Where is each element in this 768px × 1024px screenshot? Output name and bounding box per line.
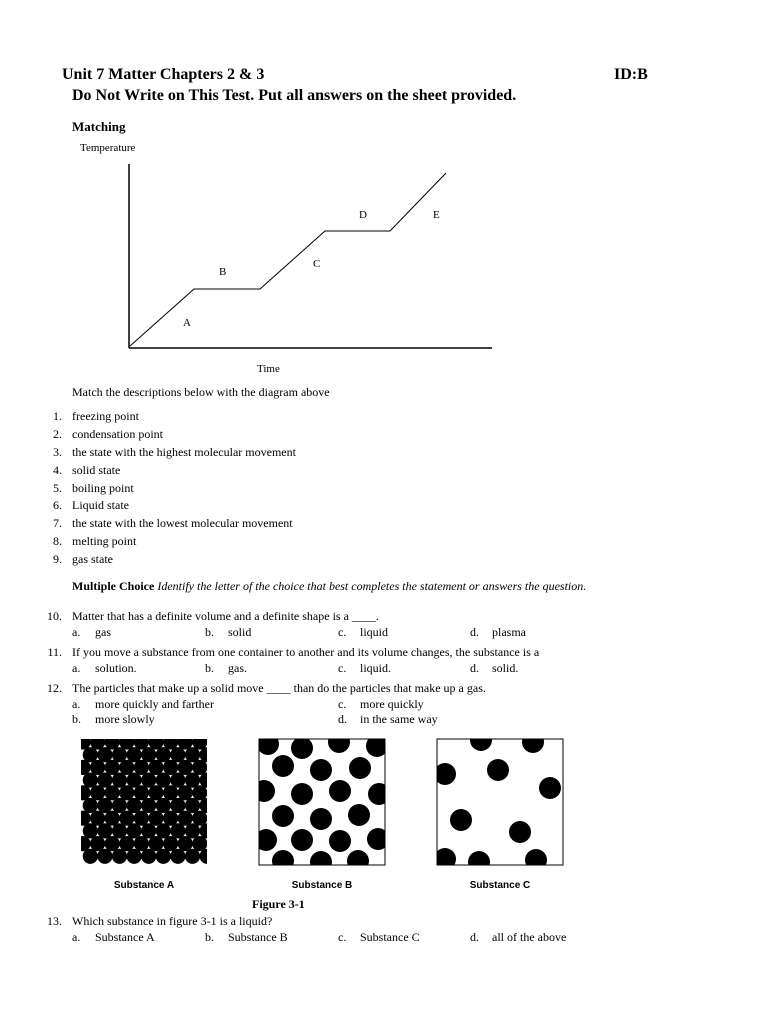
option-text: Substance B <box>228 930 288 944</box>
particle <box>329 830 351 852</box>
particle <box>207 785 222 800</box>
particle <box>272 755 294 777</box>
option-text: liquid <box>360 625 389 639</box>
segment-label-c: C <box>313 258 321 270</box>
question-number: 12. <box>47 681 62 695</box>
particle <box>127 747 142 762</box>
figure-caption: Figure 3-1 <box>252 897 305 911</box>
option-letter: d. <box>470 625 479 639</box>
particle <box>83 798 98 813</box>
option-text: liquid. <box>360 661 392 675</box>
question-number: 11. <box>47 645 62 659</box>
particle <box>112 747 127 762</box>
particle <box>83 823 98 838</box>
test-instruction: Do Not Write on This Test. Put all answers on the sheet provided. <box>72 87 517 104</box>
particle <box>141 773 156 788</box>
particle <box>178 734 193 749</box>
matching-heading: Matching <box>72 119 126 134</box>
particle <box>185 773 200 788</box>
particle <box>148 811 163 826</box>
segment-label-a: A <box>183 317 191 329</box>
particle <box>200 798 215 813</box>
particle <box>207 734 222 749</box>
particle <box>163 785 178 800</box>
particle <box>105 760 120 775</box>
particle <box>112 798 127 813</box>
particle <box>348 804 370 826</box>
particle <box>75 785 90 800</box>
option-letter: b. <box>205 625 214 639</box>
option-text: solid. <box>492 661 519 675</box>
particle <box>434 763 456 785</box>
particle <box>119 836 134 851</box>
heating-curve-line <box>130 173 446 346</box>
substance-a-box <box>75 734 229 865</box>
question-text: Which substance in figure 3-1 is a liquid? <box>72 914 273 928</box>
item-number: 2. <box>53 427 62 441</box>
particle <box>97 747 112 762</box>
item-number: 3. <box>53 445 62 459</box>
question-number: 10. <box>47 609 62 623</box>
option-letter: d. <box>470 930 479 944</box>
particle <box>163 811 178 826</box>
particle <box>97 823 112 838</box>
particle <box>367 828 389 850</box>
particle <box>525 849 547 871</box>
particle <box>178 836 193 851</box>
option-letter: c. <box>338 661 347 675</box>
particle <box>97 798 112 813</box>
substance-b-box <box>253 731 390 873</box>
particle <box>141 823 156 838</box>
particle <box>75 760 90 775</box>
particle <box>200 849 215 864</box>
multiple-choice-instruction: Identify the letter of the choice that best completes the statement or answers the question. <box>157 579 587 593</box>
particle <box>141 798 156 813</box>
particle <box>192 836 207 851</box>
particle <box>349 757 371 779</box>
particle <box>214 798 229 813</box>
particle <box>170 773 185 788</box>
particle <box>134 811 149 826</box>
particle <box>105 836 120 851</box>
particle <box>214 823 229 838</box>
matching-item: the state with the lowest molecular movement <box>72 516 293 530</box>
item-number: 1. <box>53 409 62 423</box>
particle <box>112 773 127 788</box>
option-text: in the same way <box>360 712 438 726</box>
particle <box>434 848 456 870</box>
option-letter: d. <box>338 712 347 726</box>
particle <box>328 731 350 753</box>
particle <box>310 759 332 781</box>
particle <box>192 760 207 775</box>
particle <box>163 734 178 749</box>
particle <box>112 823 127 838</box>
particle <box>75 811 90 826</box>
particle <box>470 730 492 751</box>
multiple-choice-heading: Multiple Choice <box>72 579 155 593</box>
particle <box>178 785 193 800</box>
substance-c-box <box>434 730 563 873</box>
particle <box>134 760 149 775</box>
particle <box>163 836 178 851</box>
particle <box>156 747 171 762</box>
matching-item: condensation point <box>72 427 163 441</box>
particle <box>170 747 185 762</box>
graph-x-label: Time <box>257 363 280 375</box>
option-letter: c. <box>338 625 347 639</box>
id-label: ID:B <box>614 66 648 83</box>
particle <box>127 798 142 813</box>
particle <box>214 849 229 864</box>
test-title: Unit 7 Matter Chapters 2 & 3 <box>62 66 265 83</box>
option-letter: a. <box>72 930 81 944</box>
option-text: gas. <box>228 661 247 675</box>
particle <box>450 809 472 831</box>
particle <box>90 734 105 749</box>
option-text: more quickly and farther <box>95 697 214 711</box>
particle <box>468 851 490 873</box>
matching-item: freezing point <box>72 409 139 423</box>
particle <box>185 798 200 813</box>
option-letter: c. <box>338 697 347 711</box>
particle <box>112 849 127 864</box>
particle <box>156 823 171 838</box>
particle <box>310 851 332 873</box>
particle <box>214 747 229 762</box>
item-number: 9. <box>53 552 62 566</box>
particle <box>90 811 105 826</box>
particle <box>119 811 134 826</box>
particle <box>119 785 134 800</box>
particle <box>178 811 193 826</box>
particle <box>97 773 112 788</box>
particle <box>90 836 105 851</box>
item-number: 4. <box>53 463 62 477</box>
particle <box>105 811 120 826</box>
substance-a-label: Substance A <box>113 880 175 891</box>
question-text: Matter that has a definite volume and a definite shape is a ____. <box>72 609 379 623</box>
particle <box>83 849 98 864</box>
particle <box>200 747 215 762</box>
particle <box>141 849 156 864</box>
particle <box>207 760 222 775</box>
substance-c-border <box>437 739 563 865</box>
option-letter: d. <box>470 661 479 675</box>
particle <box>522 731 544 753</box>
option-letter: b. <box>72 712 81 726</box>
particle <box>192 785 207 800</box>
segment-label-b: B <box>219 266 227 278</box>
option-text: gas <box>95 625 111 639</box>
particle <box>105 785 120 800</box>
particle <box>163 760 178 775</box>
particle <box>178 760 193 775</box>
matching-prompt: Match the descriptions below with the diagram above <box>72 385 330 399</box>
question-number: 13. <box>47 914 62 928</box>
particle <box>156 849 171 864</box>
particle <box>207 836 222 851</box>
option-letter: a. <box>72 661 81 675</box>
particle <box>170 823 185 838</box>
particle <box>200 823 215 838</box>
particle <box>347 850 369 872</box>
particle <box>83 747 98 762</box>
option-letter: b. <box>205 930 214 944</box>
particle <box>272 850 294 872</box>
particle <box>185 747 200 762</box>
particle <box>148 734 163 749</box>
particle <box>539 777 561 799</box>
segment-label-d: D <box>359 209 367 221</box>
particle <box>207 811 222 826</box>
item-number: 7. <box>53 516 62 530</box>
particle <box>366 735 388 757</box>
particle <box>291 783 313 805</box>
option-text: more quickly <box>360 697 424 711</box>
particle <box>134 836 149 851</box>
heating-curve-graph <box>0 0 768 380</box>
option-letter: c. <box>338 930 347 944</box>
particle <box>148 785 163 800</box>
particle <box>134 785 149 800</box>
particle <box>487 759 509 781</box>
particle <box>368 783 390 805</box>
particle <box>253 780 275 802</box>
particle <box>97 849 112 864</box>
segment-label-e: E <box>433 209 440 221</box>
question-text: The particles that make up a solid move ____ than do the particles that make up a gas. <box>72 681 486 695</box>
particle <box>291 737 313 759</box>
item-number: 5. <box>53 481 62 495</box>
particle <box>119 734 134 749</box>
option-text: Substance C <box>360 930 420 944</box>
particle <box>291 829 313 851</box>
multiple-choice-header <box>72 579 586 594</box>
particle <box>90 760 105 775</box>
particle <box>509 821 531 843</box>
particle <box>200 773 215 788</box>
option-letter: a. <box>72 625 81 639</box>
particle <box>185 823 200 838</box>
option-text: plasma <box>492 625 526 639</box>
particle <box>119 760 134 775</box>
item-number: 6. <box>53 498 62 512</box>
particle <box>156 798 171 813</box>
particle <box>192 811 207 826</box>
particle <box>214 773 229 788</box>
option-text: solution. <box>95 661 137 675</box>
particle <box>329 780 351 802</box>
matching-item: boiling point <box>72 481 134 495</box>
particle <box>156 773 171 788</box>
particle <box>75 836 90 851</box>
substance-b-label: Substance B <box>291 880 353 891</box>
option-letter: a. <box>72 697 81 711</box>
option-text: solid <box>228 625 252 639</box>
particle <box>141 747 156 762</box>
matching-item: melting point <box>72 534 137 548</box>
particle <box>255 829 277 851</box>
particle <box>134 734 149 749</box>
matching-item: the state with the highest molecular movement <box>72 445 296 459</box>
matching-item: solid state <box>72 463 121 477</box>
particle <box>257 733 279 755</box>
particle <box>185 849 200 864</box>
particle <box>105 734 120 749</box>
particle <box>148 836 163 851</box>
particle <box>272 805 294 827</box>
particle <box>192 734 207 749</box>
particle <box>170 849 185 864</box>
substance-c-label: Substance C <box>469 880 531 891</box>
particle <box>75 734 90 749</box>
option-text: Substance A <box>95 930 155 944</box>
particle <box>90 785 105 800</box>
item-number: 8. <box>53 534 62 548</box>
particle <box>127 823 142 838</box>
particle <box>310 808 332 830</box>
matching-item: Liquid state <box>72 498 129 512</box>
particle <box>170 798 185 813</box>
option-letter: b. <box>205 661 214 675</box>
option-text: all of the above <box>492 930 567 944</box>
option-text: more slowly <box>95 712 155 726</box>
particle <box>148 760 163 775</box>
particle <box>127 849 142 864</box>
particle <box>127 773 142 788</box>
question-text: If you move a substance from one container to another and its volume changes, the substance is a <box>72 645 540 659</box>
figure-3-1 <box>0 730 768 900</box>
matching-item: gas state <box>72 552 113 566</box>
particle <box>83 773 98 788</box>
graph-y-label: Temperature <box>80 142 136 154</box>
